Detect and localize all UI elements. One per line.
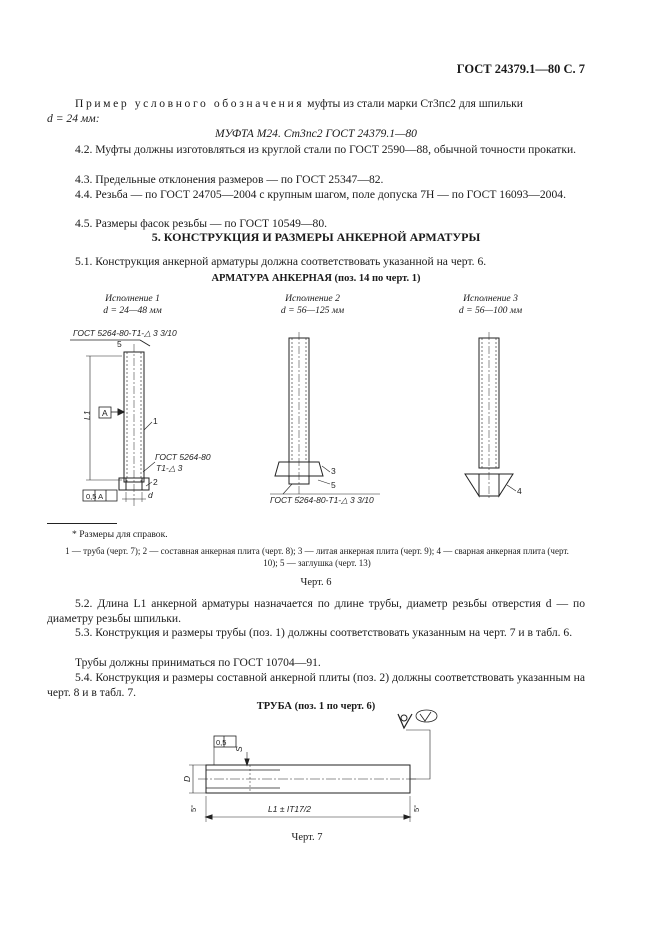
paragraph-5-1: 5.1. Конструкция анкерной арматуры должна соответствовать указанной на черт. 6. xyxy=(75,255,487,268)
fig6-label-5b: 5 xyxy=(331,480,336,490)
paragraph-4-3: 4.3. Предельные отклонения размеров — по ГОСТ 25347—82. xyxy=(75,173,384,186)
fig6-label-2: 2 xyxy=(153,477,158,487)
fig6-label-A: A xyxy=(102,408,108,418)
example-d: d = 24 мм: xyxy=(47,112,100,125)
fig6-label-4: 4 xyxy=(517,486,522,496)
designation: МУФТА М24. Ст3пс2 ГОСТ 24379.1—80 xyxy=(215,127,417,140)
section-heading: 5. КОНСТРУКЦИЯ И РАЗМЕРЫ АНКЕРНОЙ АРМАТУРЫ xyxy=(151,230,481,244)
fig6-label-gost-top: ГОСТ 5264-80-Т1-△ 3 3/10 xyxy=(73,328,177,338)
variant-2-name: Исполнение 2 xyxy=(285,293,340,304)
figure-7-title: ТРУБА (поз. 1 по черт. 6) xyxy=(256,701,376,712)
fig7-label-chamfer-right: 5° xyxy=(412,804,421,812)
figure-6-legend: 1 — труба (черт. 7); 2 — составная анкерная плита (черт. 8); 3 — литая анкерная плита (черт. 9); 4 — сварная анкерная плита (черт. 10); 5 — заглушка (черт. 13) xyxy=(65,546,569,568)
fig6-label-tol: 0,5 A xyxy=(86,492,104,501)
variant-1-name: Исполнение 1 xyxy=(105,293,160,304)
figure-6-title: АРМАТУРА АНКЕРНАЯ (поз. 14 по черт. 1) xyxy=(211,273,421,284)
paragraph-4-5: 4.5. Размеры фасок резьбы — по ГОСТ 10549—80. xyxy=(75,217,328,230)
variant-3-name: Исполнение 3 xyxy=(463,293,518,304)
figure-6-caption: Черт. 6 xyxy=(300,577,332,588)
fig7-label-S: S xyxy=(234,746,244,752)
example-lead: Пример условного обозначения xyxy=(75,97,305,110)
example-rest: муфты из стали марки Ст3пс2 для шпильки xyxy=(307,97,523,110)
variant-2-range: d = 56—125 мм xyxy=(280,305,345,316)
fig6-label-3: 3 xyxy=(331,466,336,476)
paragraph-5-3b: Трубы должны приниматься по ГОСТ 10704—91. xyxy=(75,656,321,669)
fig6-label-gost-mid1: ГОСТ 5264-80 xyxy=(155,452,211,462)
paragraph-5-2: 5.2. Длина L1 анкерной арматуры назначается по длине трубы, диаметр резьбы отверстия d — по диаметру резьбы шпильки. xyxy=(47,597,585,625)
fig6-label-gost-mid2: Т1-△ 3 xyxy=(156,463,183,473)
fig6-label-L1: L1 xyxy=(82,410,92,420)
figure-7-caption: Черт. 7 xyxy=(291,832,323,843)
footnote: * Размеры для справок. xyxy=(72,529,168,540)
variant-1-range: d = 24—48 мм xyxy=(103,305,162,316)
fig7-label-tol: 0,5 xyxy=(216,738,227,747)
fig6-label-1: 1 xyxy=(153,416,158,426)
fig6-label-gost-bottom: ГОСТ 5264-80-Т1-△ 3 3/10 xyxy=(270,495,374,505)
paragraph-4-2: 4.2. Муфты должны изготовляться из круглой стали по ГОСТ 2590—88, обычной точности прокатки. xyxy=(75,143,577,156)
fig7-label-chamfer-left: 5° xyxy=(189,804,198,812)
page-header: ГОСТ 24379.1—80 С. 7 xyxy=(456,62,585,76)
variant-3-range: d = 56—100 мм xyxy=(458,305,523,316)
fig7-label-length: L1 ± IT17/2 xyxy=(268,804,311,814)
fig6-label-5a: 5 xyxy=(117,339,122,349)
fig6-label-d: d xyxy=(148,490,153,500)
paragraph-5-4: 5.4. Конструкция и размеры составной анкерной плиты (поз. 2) должны соответствовать указанным на черт. 8 и в табл. 7. xyxy=(47,671,585,699)
paragraph-4-4: 4.4. Резьба — по ГОСТ 24705—2004 с крупным шагом, поле допуска 7Н — по ГОСТ 16093—2004. xyxy=(75,188,566,201)
fig7-label-D: D xyxy=(182,775,192,782)
paragraph-5-3: 5.3. Конструкция и размеры трубы (поз. 1) должны соответствовать указанным на черт. 7 и в табл. 6. xyxy=(75,626,573,639)
